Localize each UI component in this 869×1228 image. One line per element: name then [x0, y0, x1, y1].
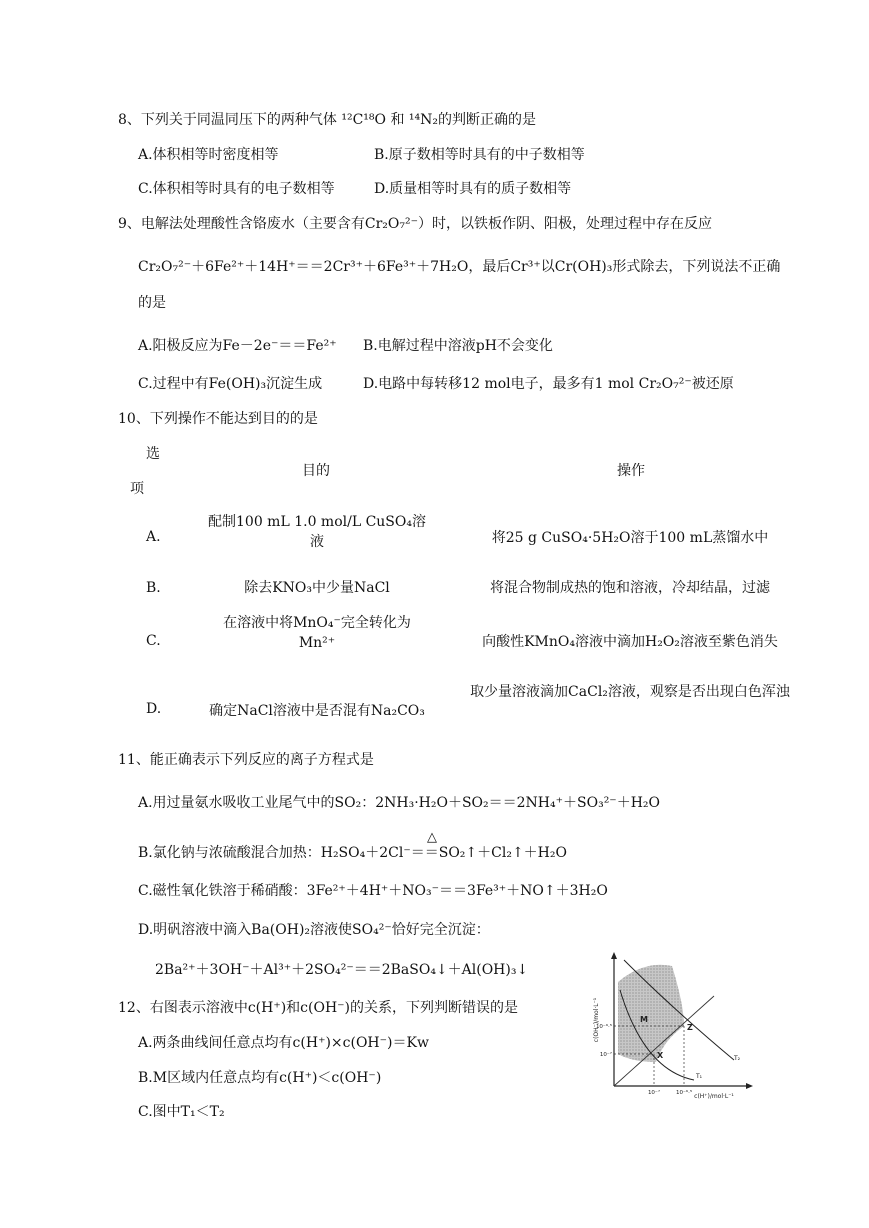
q11-option-c: C.磁性氧化铁溶于稀硝酸：3Fe²⁺＋4H⁺＋NO₃⁻＝＝3Fe³⁺＋NO↑＋3H₂O: [138, 883, 608, 899]
point-m-label: M: [640, 1015, 648, 1024]
q10-row-d-label: D.: [146, 701, 162, 717]
y-tick-high: 10⁻⁶·⁵: [595, 1024, 612, 1030]
x-axis-label: c(H⁺)/mol·L⁻¹: [694, 1093, 734, 1100]
q10-row-d-purpose: 确定NaCl溶液中是否混有Na₂CO₃: [209, 703, 425, 719]
x-tick-high: 10⁻⁶·⁵: [675, 1090, 693, 1096]
q9-option-a: A.阳极反应为Fe－2e⁻＝＝Fe²⁺: [138, 338, 337, 354]
q9-option-c: C.过程中有Fe(OH)₃沉淀生成: [138, 376, 323, 392]
q12-option-a: A.两条曲线间任意点均有c(H⁺)×c(OH⁻)＝Kw: [138, 1035, 429, 1051]
q10-header-operation: 操作: [617, 463, 645, 479]
curve-t2-label: T₂: [734, 1055, 741, 1062]
q9-option-b: B.电解过程中溶液pH不会变化: [363, 338, 553, 354]
q9-option-d: D.电路中每转移12 mol电子，最多有1 mol Cr₂O₇²⁻被还原: [363, 376, 734, 392]
q11-stem: 11、能正确表示下列反应的离子方程式是: [118, 752, 374, 768]
heating-delta-icon: △: [427, 830, 437, 845]
curve-t1-label: T₁: [696, 1073, 703, 1080]
q11-option-b: B.氯化钠与浓硫酸混合加热：H₂SO₄＋2Cl⁻＝＝SO₂↑＋Cl₂↑＋H₂O: [138, 845, 567, 861]
y-tick-low: 10⁻⁷: [599, 1052, 612, 1058]
point-z-label: Z: [687, 1023, 693, 1032]
y-axis-label: c(OH⁻)/mol·L⁻¹: [593, 997, 600, 1043]
q12-option-c: C.图中T₁＜T₂: [138, 1104, 225, 1120]
q12-option-b: B.M区域内任意点均有c(H⁺)＜c(OH⁻): [138, 1070, 382, 1086]
kw-curve-figure: [584, 950, 754, 1102]
q10-stem: 10、下列操作不能达到目的的是: [118, 411, 318, 427]
q10-row-c-label: C.: [146, 633, 161, 649]
q9-stem-line2: Cr₂O₇²⁻＋6Fe²⁺＋14H⁺＝＝2Cr³⁺＋6Fe³⁺＋7H₂O，最后Cr³⁺以Cr(OH)₃形式除去，下列说法不正确: [138, 259, 781, 275]
x-tick-low: 10⁻⁷: [647, 1090, 661, 1096]
q12-stem: 12、右图表示溶液中c(H⁺)和c(OH⁻)的关系，下列判断错误的是: [118, 1000, 519, 1016]
q10-row-a-operation: 将25 g CuSO₄·5H₂O溶于100 mL蒸馏水中: [491, 530, 769, 546]
q8-option-d: D.质量相等时具有的质子数相等: [374, 181, 572, 197]
point-x-label: X: [657, 1051, 664, 1060]
q10-header-option-2: 项: [130, 481, 144, 497]
q10-row-d-operation: 取少量溶液滴加CaCl₂溶液，观察是否出现白色浑浊: [470, 684, 790, 700]
q8-stem: 8、下列关于同温同压下的两种气体 ¹²C¹⁸O 和 ¹⁴N₂的判断正确的是: [118, 112, 536, 128]
q8-option-a: A.体积相等时密度相等: [138, 147, 279, 163]
q9-stem-line1: 9、电解法处理酸性含铬废水（主要含有Cr₂O₇²⁻）时，以铁板作阴、阳极，处理过程中存在反应: [118, 216, 713, 232]
q11-option-a: A.用过量氨水吸收工业尾气中的SO₂：2NH₃·H₂O＋SO₂＝＝2NH₄⁺＋SO₃²⁻＋H₂O: [138, 795, 660, 811]
q11-option-d-line2: 2Ba²⁺＋3OH⁻＋Al³⁺＋2SO₄²⁻＝＝2BaSO₄↓＋Al(OH)₃↓: [155, 962, 529, 978]
q10-row-b-label: B.: [146, 580, 161, 596]
q9-stem-line3: 的是: [138, 295, 166, 311]
q10-row-b-purpose: 除去KNO₃中少量NaCl: [244, 580, 390, 596]
q10-row-b-operation: 将混合物制成热的饱和溶液，冷却结晶，过滤: [490, 580, 770, 596]
x-axis-arrow-icon: [746, 1083, 753, 1089]
q10-row-a-label: A.: [146, 529, 161, 545]
y-axis-arrow-icon: [611, 952, 617, 959]
q8-option-b: B.原子数相等时具有的中子数相等: [374, 147, 585, 163]
q10-header-option-1: 选: [146, 446, 160, 462]
q8-option-c: C.体积相等时具有的电子数相等: [138, 181, 335, 197]
q11-option-d-line1: D.明矾溶液中滴入Ba(OH)₂溶液使SO₄²⁻恰好完全沉淀：: [138, 922, 490, 938]
q10-row-c-operation: 向酸性KMnO₄溶液中滴加H₂O₂溶液至紫色消失: [482, 634, 778, 650]
q10-row-c-purpose: 在溶液中将MnO₄⁻完全转化为Mn²⁺: [223, 615, 411, 651]
q10-row-a-purpose: 配制100 mL 1.0 mol/L CuSO₄溶液: [208, 514, 426, 550]
q10-header-purpose: 目的: [302, 463, 330, 479]
